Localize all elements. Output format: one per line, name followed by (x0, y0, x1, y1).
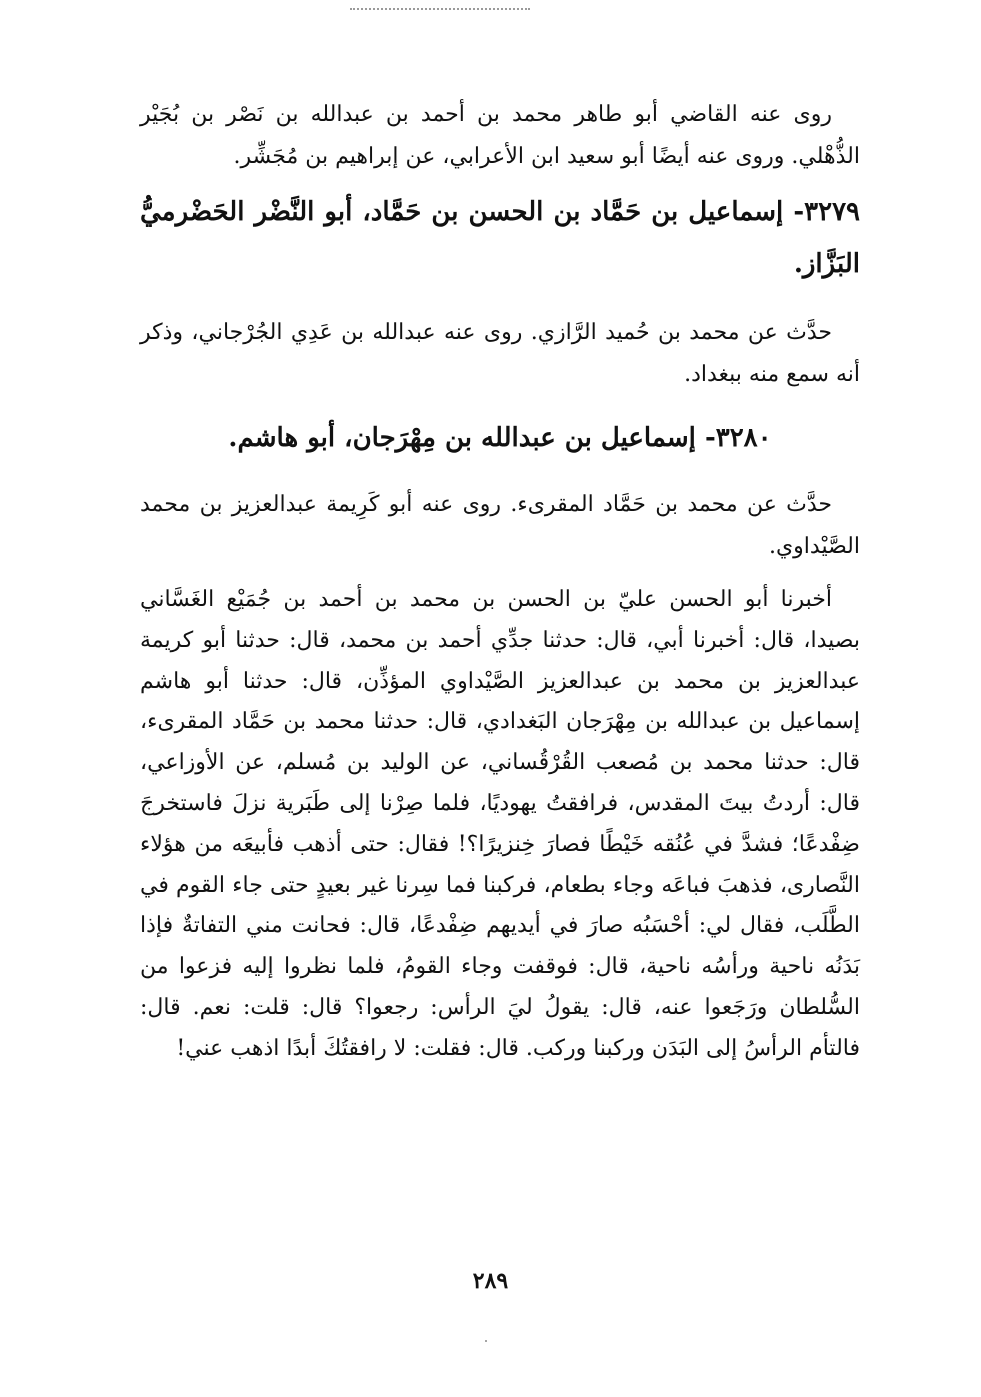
page-number: ٢٨٩ (472, 1268, 509, 1294)
entry-heading-3279: ٣٢٧٩- إسماعيل بن حَمَّاد بن الحسن بن حَمَّاد، أبو النَّضْر الحَضْرميُّ البَزَّاز. (140, 197, 860, 279)
entry-heading-3280: ٣٢٨٠- إسماعيل بن عبدالله بن مِهْرَجان، أبو هاشم. (228, 423, 772, 453)
paragraph-1: روى عنه القاضي أبو طاهر محمد بن أحمد بن عبدالله بن نَصْر بن بُجَيْر الذُّهْلي. وروى عنه أيضًا أبو سعيد ابن الأعرابي، عن إبراهيم بن مُجَشِّر. (140, 102, 860, 169)
paragraph-4: أخبرنا أبو الحسن عليّ بن الحسن بن محمد بن أحمد بن جُمَيْع الغَسَّاني بصيدا، قال: أخبرنا أبي، قال: حدثنا جدِّي أحمد بن محمد، قال: حدثنا أبو كريمة عبدالعزيز بن محمد بن عبدالعزيز الصَّيْداوي المؤذِّن، قال: حدثنا أبو هاشم إسماعيل بن عبدالله بن مِهْرَجان البَغدادي، قال: حدثنا محمد بن حَمَّاد المقرىء، قال: حدثنا محمد بن مُصعب القُرْقُساني، عن الوليد بن مُسلم، عن الأوزاعي، قال: أردتُ بيتَ المقدس، فرافقتُ يهوديًا، فلما صِرْنا إلى طَبَرية نزلَ فاستخرجَ ضِفْدعًا؛ فشدَّ في عُنُقه خَيْطًا فصارَ خِنزيرًا؟! فقال: حتى أذهب فأبيعَه من هؤلاء النَّصارى، فذهبَ فباعَه وجاء بطعام، فركبنا فما سِرنا غير بعيدٍ حتى جاء القوم في الطَّلَب، فقال لي: أحْسَبُه صارَ في أيديهم ضِفْدعًا، قال: فحانت مني التفاتةٌ فإذا بَدَنُه ناحية ورأسُه ناحية، قال: فوقفت وجاء القومُ، فلما نظروا إليه فزعوا من السُّلطان ورَجَعوا عنه، قال: يقولُ ليَ الرأس: رجعوا؟ قال: قلت: نعم. قال: فالتأم الرأسُ إلى البَدَن وركبنا وركب. قال: فقلت: لا رافقتُكَ أبدًا اذهب عني! (140, 587, 860, 1061)
paragraph-2: حدَّث عن محمد بن حُميد الرَّازي. روى عنه عبدالله بن عَدِي الجُرْجاني، وذكر أنه سمع منه ببغداد. (140, 320, 860, 387)
top-rule (350, 8, 530, 10)
paragraph-3: حدَّث عن محمد بن حَمَّاد المقرىء. روى عنه أبو كَرِيمة عبدالعزيز بن محمد الصَّيْداوي. (140, 492, 860, 559)
page-speck (485, 1340, 487, 1342)
